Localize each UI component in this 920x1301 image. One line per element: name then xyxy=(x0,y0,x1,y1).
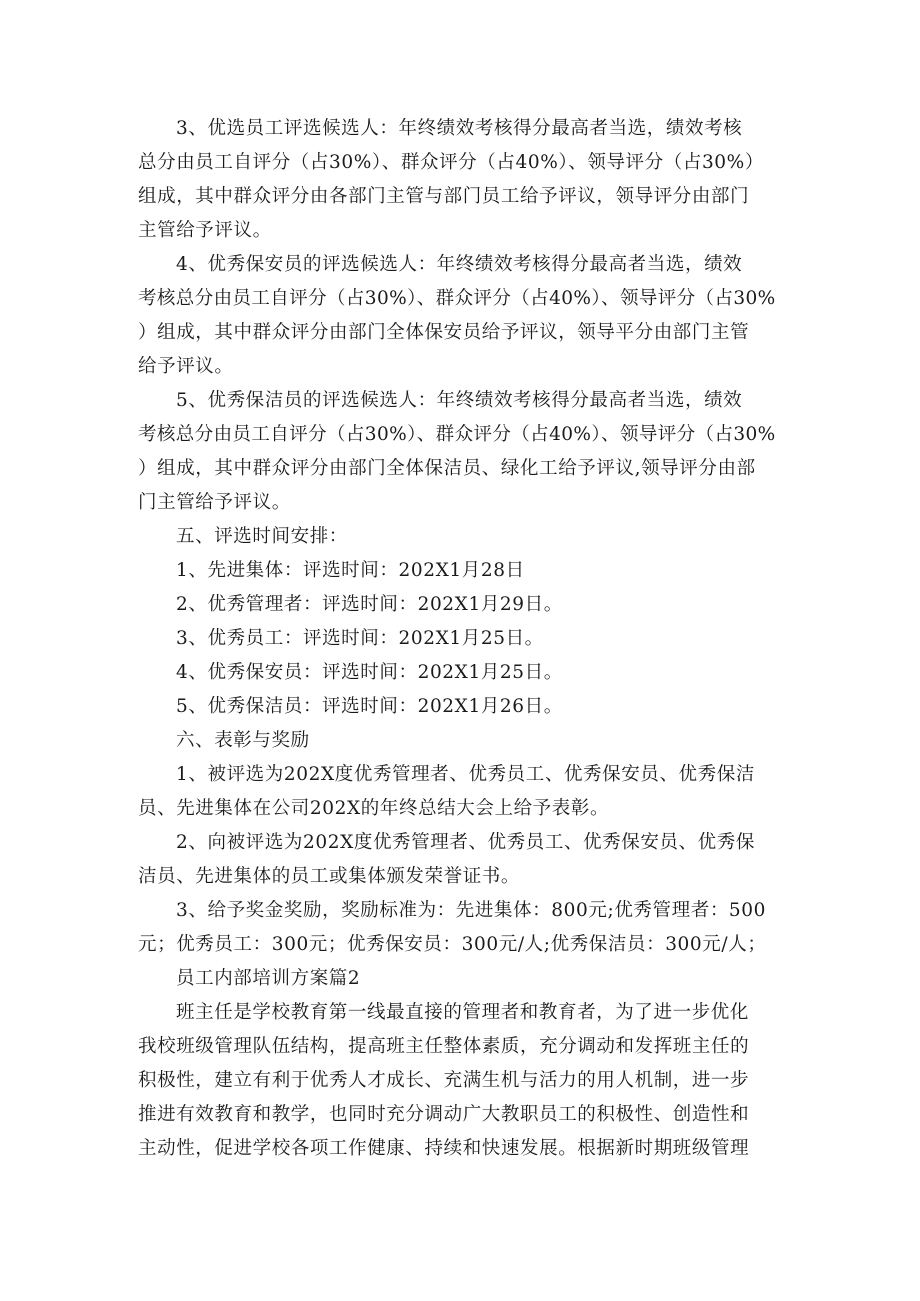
text-line: 4、优秀保安员：评选时间：202X1月25日。 xyxy=(176,662,563,683)
text-line: ）组成，其中群众评分由部门全体保洁员、绿化工给予评议,领导评分由部 xyxy=(138,458,756,479)
text-line: 主管给予评议。 xyxy=(138,220,272,241)
text-line: 3、优选员工评选候选人：年终绩效考核得分最高者当选，绩效考核 xyxy=(176,118,743,139)
text-line: 3、给予奖金奖励，奖励标准为：先进集体：800元;优秀管理者：500 xyxy=(176,900,767,921)
text-line: 5、优秀保洁员的评选候选人：年终绩效考核得分最高者当选，绩效 xyxy=(176,390,743,411)
text-line: 五、评选时间安排： xyxy=(176,526,348,547)
text-line: 我校班级管理队伍结构，提高班主任整体素质，充分调动和发挥班主任的 xyxy=(138,1036,750,1057)
text-line: 员、先进集体在公司202X的年终总结大会上给予表彰。 xyxy=(138,798,610,819)
text-line: 推进有效教育和教学，也同时充分调动广大教职员工的积极性、创造性和 xyxy=(138,1104,750,1125)
text-line: 5、优秀保洁员：评选时间：202X1月26日。 xyxy=(176,696,563,717)
text-line: 2、向被评选为202X度优秀管理者、优秀员工、优秀保安员、优秀保 xyxy=(176,832,755,853)
text-line: 1、被评选为202X度优秀管理者、优秀员工、优秀保安员、优秀保洁 xyxy=(176,764,755,785)
text-line: 3、优秀员工：评选时间：202X1月25日。 xyxy=(176,628,544,649)
text-line: 员工内部培训方案篇2 xyxy=(176,968,361,989)
text-line: 2、优秀管理者：评选时间：202X1月29日。 xyxy=(176,594,563,615)
text-line: 积极性，建立有利于优秀人才成长、充满生机与活力的用人机制，进一步 xyxy=(138,1070,750,1091)
text-line: 考核总分由员工自评分（占30%）、群众评分（占40%）、领导评分（占30% xyxy=(138,424,776,445)
text-line: 考核总分由员工自评分（占30%）、群众评分（占40%）、领导评分（占30% xyxy=(138,288,776,309)
text-line: ）组成，其中群众评分由部门全体保安员给予评议，领导平分由部门主管 xyxy=(138,322,750,343)
text-line: 给予评议。 xyxy=(138,356,234,377)
text-line: 主动性，促进学校各项工作健康、持续和快速发展。根据新时期班级管理 xyxy=(138,1138,750,1159)
text-line: 六、表彰与奖励 xyxy=(176,730,310,751)
text-line: 总分由员工自评分（占30%）、群众评分（占40%）、领导评分（占30%） xyxy=(138,152,764,173)
text-line: 洁员、先进集体的员工或集体颁发荣誉证书。 xyxy=(138,866,521,887)
text-line: 1、先进集体：评选时间：202X1月28日 xyxy=(176,560,525,581)
text-line: 4、优秀保安员的评选候选人：年终绩效考核得分最高者当选，绩效 xyxy=(176,254,743,275)
text-line: 元；优秀员工：300元；优秀保安员：300元/人;优秀保洁员：300元/人； xyxy=(138,934,767,955)
text-line: 组成，其中群众评分由各部门主管与部门员工给予评议，领导评分由部门 xyxy=(138,186,750,207)
text-line: 班主任是学校教育第一线最直接的管理者和教育者，为了进一步优化 xyxy=(176,1002,750,1023)
document-body xyxy=(138,112,782,1166)
text-line: 门主管给予评议。 xyxy=(138,492,291,513)
